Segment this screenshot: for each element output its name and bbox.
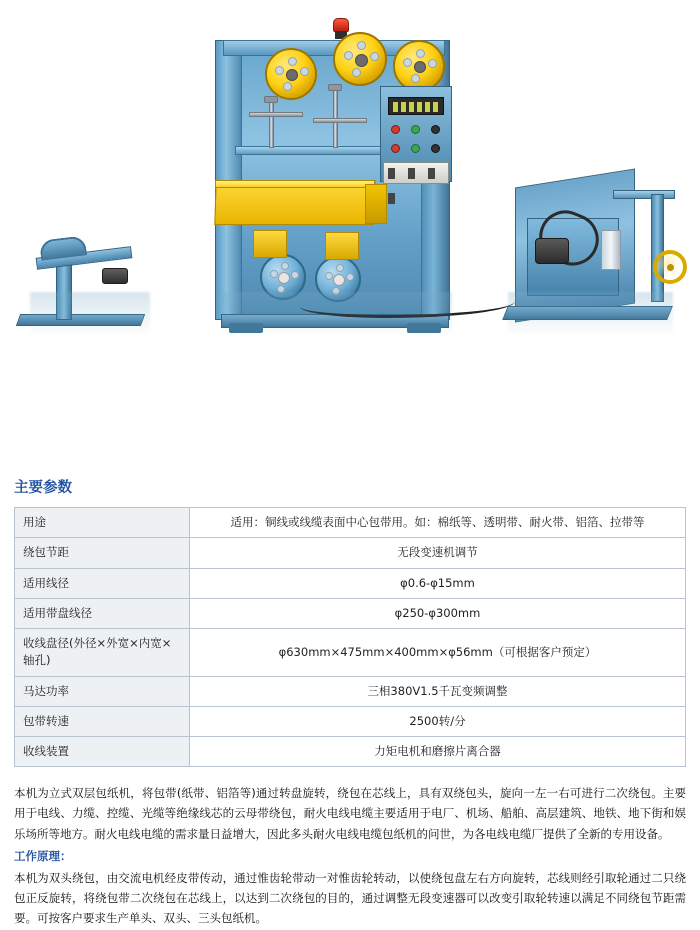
left-stand-motor [102, 268, 128, 284]
spindle-cap-center [328, 84, 342, 91]
specs-table [14, 507, 686, 767]
spec-key: 包带转速 [15, 706, 190, 736]
yellow-support-right [325, 232, 359, 260]
takeup-post [651, 194, 664, 302]
spec-value: 无段变速机调节 [190, 538, 686, 568]
spec-value: φ630mm×475mm×400mm×φ56mm（可根据客户预定） [190, 629, 686, 677]
spec-key: 适用线径 [15, 568, 190, 598]
table-row [15, 538, 686, 568]
button-green-2[interactable] [411, 144, 420, 153]
warning-beacon [333, 18, 349, 32]
taping-pulley-center [333, 32, 387, 86]
description-subhead: 工作原理： [14, 848, 72, 863]
table-row [15, 629, 686, 677]
button-green-1[interactable] [411, 125, 420, 134]
toggle-switch-2[interactable] [408, 168, 415, 179]
spec-value: 适用：铜线或线缆表面中心包带用。如：棉纸等、透明带、耐火带、铝箔、拉带等 [190, 508, 686, 538]
taping-pulley-right [393, 40, 445, 92]
taping-pulley-left [265, 48, 317, 100]
toggle-switch-3[interactable] [428, 168, 435, 179]
switch-box[interactable] [383, 162, 449, 184]
spec-key: 收线盘径(外径×外宽×内宽×轴孔) [15, 629, 190, 677]
spec-value: 2500转/分 [190, 706, 686, 736]
description-paragraph-2: 本机为双头绕包，由交流电机经皮带传动，通过惟齿轮带动一对惟齿轮转动，以使绕包盘左右方向旋转，芯线则经引取轮通过二只绕包正反旋转，将绕包带二次绕包在芯线上，以达到二次绕包的目的，通过调整无段变速器可以改变引取轮转速以满足不同绕包节距需要。可按客户要求生产单头、双头、三头包纸机。 [14, 870, 686, 925]
spec-key: 绕包节距 [15, 538, 190, 568]
spec-key: 适用带盘线径 [15, 598, 190, 628]
spec-value: φ0.6-φ15mm [190, 568, 686, 598]
yellow-tray-lip [215, 180, 375, 188]
table-row [15, 598, 686, 628]
button-black-2[interactable] [431, 144, 440, 153]
reflection-left [30, 292, 150, 336]
guide-arm-left [249, 112, 303, 117]
table-row [15, 737, 686, 767]
description-block [0, 783, 700, 928]
spec-value: 三相380V1.5千瓦变频调整 [190, 676, 686, 706]
toggle-switch-4[interactable] [388, 193, 395, 204]
yellow-support-left [253, 230, 287, 258]
takeup-handwheel[interactable] [653, 250, 687, 284]
table-row [15, 676, 686, 706]
takeup-top-arm [613, 190, 675, 199]
description-paragraph-1: 本机为立式双层包纸机，将包带(纸带、铝箔等)通过转盘旋转，绕包在芯线上，具有双绕包头，旋向一左一右可进行二次绕包。主要用于电线、力缆、控缆、光缆等绝缘线芯的云母带绕包，耐火电线电缆主要适用于电厂、机场、船舶、高层建筑、地铁、地下街和娱乐场所等地方。耐火电线电缆的需求量日益增大，因此多头耐火电线电缆包纸机的问世，为各电线电缆厂提供了全新的专用设备。 [14, 786, 686, 841]
reflection-right [508, 292, 673, 336]
spec-value: φ250-φ300mm [190, 598, 686, 628]
specs-title: 主要参数 [14, 480, 72, 496]
control-panel-display [388, 97, 444, 115]
button-red-1[interactable] [391, 125, 400, 134]
reflection-center [222, 292, 452, 336]
spec-key: 收线装置 [15, 737, 190, 767]
product-photo-stage [0, 0, 700, 400]
button-red-2[interactable] [391, 144, 400, 153]
spec-key: 马达功率 [15, 676, 190, 706]
display-digits [393, 102, 441, 112]
table-row [15, 568, 686, 598]
guide-arm-center [313, 118, 367, 123]
spindle-left [269, 100, 274, 148]
spindle-cap-left [264, 96, 278, 103]
table-row [15, 508, 686, 538]
toggle-switch-1[interactable] [388, 168, 395, 179]
table-row [15, 706, 686, 736]
takeup-motor [535, 238, 569, 264]
button-black-1[interactable] [431, 125, 440, 134]
spec-key: 用途 [15, 508, 190, 538]
takeup-spool [601, 230, 621, 270]
spec-value: 力矩电机和磨擦片离合器 [190, 737, 686, 767]
